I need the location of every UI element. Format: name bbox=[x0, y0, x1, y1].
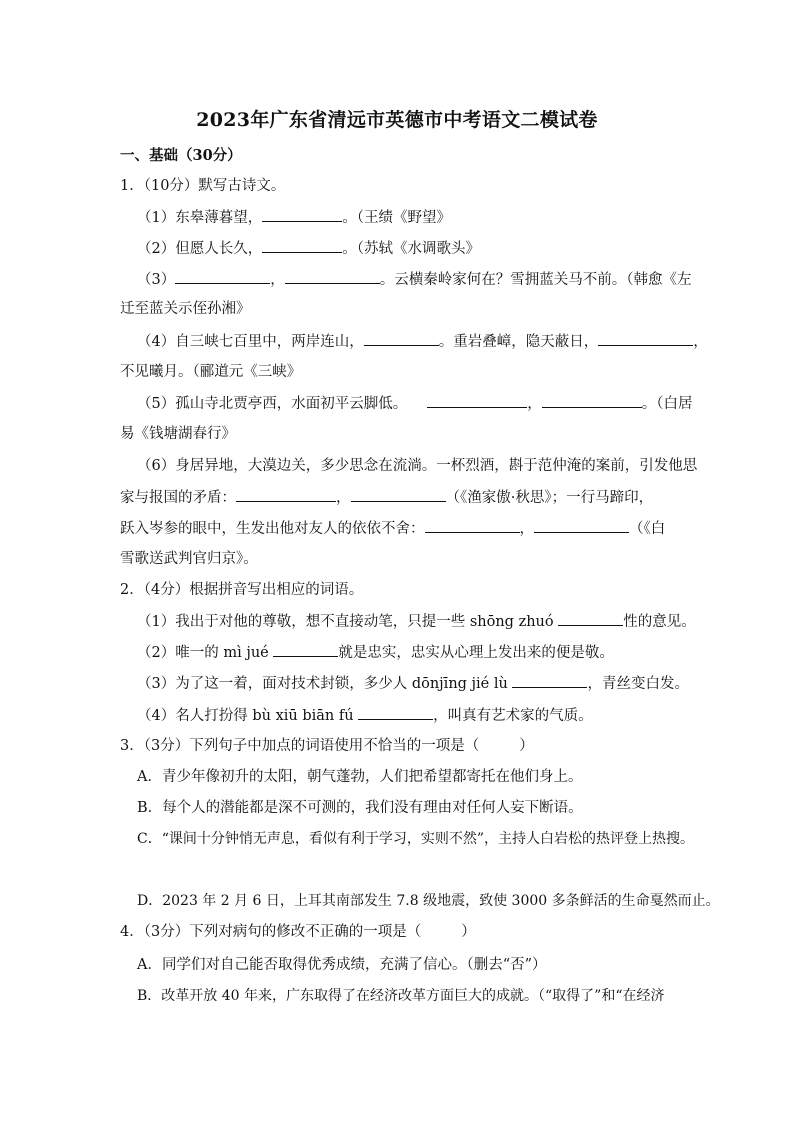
answer-blank[interactable] bbox=[427, 393, 527, 408]
q1-item-6-source-2: （《白 bbox=[629, 521, 666, 537]
q2-item-1 bbox=[137, 611, 696, 632]
q1-item-6-line2 bbox=[120, 487, 653, 508]
answer-blank[interactable] bbox=[351, 487, 446, 502]
answer-blank[interactable] bbox=[273, 642, 338, 657]
q3-stem-text: 3．（3分）下列句子中加点的词语使用不恰当的一项是（ bbox=[120, 738, 480, 754]
exam-title: 2023年广东省清远市英德市中考语文二模试卷 bbox=[196, 109, 598, 131]
q1-item-1-source: 。（王绩《野望》 bbox=[342, 210, 451, 226]
q1-item-4 bbox=[137, 331, 708, 352]
q4-stem-text: 4．（3分）下列对病句的修改不正确的一项是（ bbox=[120, 924, 422, 940]
question-3-stem bbox=[120, 736, 534, 756]
q2-item-2 bbox=[137, 642, 614, 663]
q1-item-4-text-2: 。重岩叠嶂，隐天蔽日， bbox=[438, 334, 599, 350]
answer-blank[interactable] bbox=[425, 518, 520, 533]
q2-item-4-text-2: ，叫真有艺术家的气质。 bbox=[433, 708, 593, 724]
q3-option-b: B．每个人的潜能都是深不可测的，我们没有理由对任何人妄下断语。 bbox=[137, 800, 583, 816]
comma: ， bbox=[519, 521, 534, 537]
q1-item-6-line4: 雪歌送武判官归京》。 bbox=[120, 551, 258, 567]
answer-blank[interactable] bbox=[512, 673, 587, 688]
q4-option-b: B．改革开放 40 年来，广东取得了在经济改革方面巨大的成就。（“取得了”和“在经济 bbox=[137, 988, 665, 1004]
q1-item-2-text: （2）但愿人长久， bbox=[137, 241, 263, 257]
q1-item-6-source: （《渔家傲·秋思》；一行马蹄印， bbox=[445, 490, 654, 506]
answer-blank[interactable] bbox=[542, 393, 642, 408]
q1-item-3 bbox=[137, 269, 691, 290]
q3-option-a: A．青少年像初升的太阳，朝气蓬勃，人们把希望都寄托在他们身上。 bbox=[137, 769, 583, 785]
q2-item-3-text-2: ，青丝变白发。 bbox=[587, 676, 689, 692]
question-2-stem: 2．（4分）根据拼音写出相应的词语。 bbox=[120, 582, 364, 598]
comma: ， bbox=[270, 272, 285, 288]
q2-item-2-text: （2）唯一的 mì jué bbox=[137, 645, 274, 661]
comma: ， bbox=[336, 490, 351, 506]
q4-option-a: A．同学们对自己能否取得优秀成绩，充满了信心。（删去“否”） bbox=[137, 957, 547, 973]
q2-item-4 bbox=[137, 705, 593, 726]
answer-blank[interactable] bbox=[262, 207, 342, 222]
question-1-stem: 1．（10分）默写古诗文。 bbox=[120, 178, 286, 194]
q1-item-3-label: （3） bbox=[137, 272, 176, 288]
q1-item-6: （6）身居异地，大漠边关，多少思念在流淌。一杯烈酒，斟于范仲淹的案前，引发他思 bbox=[137, 458, 698, 474]
paren-close: ） bbox=[461, 924, 476, 940]
q1-item-5-source: 。（白居 bbox=[641, 396, 693, 412]
q1-item-6-text: 家与报国的矛盾： bbox=[120, 490, 236, 506]
q1-item-5 bbox=[137, 393, 692, 414]
q1-item-6-text-2: 跃入岑参的眼中，生发出他对友人的依依不舍： bbox=[120, 521, 425, 537]
q2-item-3-text: （3）为了这一着，面对技术封锁，多少人 dōnjīng jié lù bbox=[137, 676, 513, 692]
q1-item-1-text: （1）东皋薄暮望， bbox=[137, 210, 263, 226]
q1-item-3-cont: 迁至蓝关示侄孙湘》 bbox=[120, 301, 251, 317]
answer-blank[interactable] bbox=[558, 611, 623, 626]
q1-item-1 bbox=[137, 207, 451, 228]
question-4-stem bbox=[120, 922, 476, 942]
answer-blank[interactable] bbox=[262, 238, 342, 253]
q1-item-3-text: 。云横秦岭家何在？雪拥蓝关马不前。（韩愈《左 bbox=[379, 272, 692, 288]
comma: ， bbox=[693, 334, 708, 350]
answer-blank[interactable] bbox=[285, 269, 380, 284]
q1-item-5-text: （5）孤山寺北贾亭西，水面初平云脚低。 bbox=[137, 396, 408, 412]
answer-blank[interactable] bbox=[358, 705, 433, 720]
q2-item-4-text: （4）名人打扮得 bù xiū biān fú bbox=[137, 708, 359, 724]
q2-item-2-text-2: 就是忠实，忠实从心理上发出来的便是敬。 bbox=[338, 645, 614, 661]
answer-blank[interactable] bbox=[175, 269, 270, 284]
q3-option-c: C．“课间十分钟悄无声息，看似有利于学习，实则不然”，主持人白岩松的热评登上热搜。 bbox=[137, 831, 695, 847]
paren-close: ） bbox=[519, 738, 534, 754]
q2-item-3 bbox=[137, 673, 689, 694]
q2-item-1-text-2: 性的意见。 bbox=[623, 614, 696, 630]
answer-blank[interactable] bbox=[598, 331, 693, 346]
q1-item-6-line3 bbox=[120, 518, 665, 539]
q1-item-4-text: （4）自三峡七百里中，两岸连山， bbox=[137, 334, 364, 350]
answer-blank[interactable] bbox=[236, 487, 336, 502]
q1-item-2 bbox=[137, 238, 480, 259]
answer-blank[interactable] bbox=[534, 518, 629, 533]
section-heading: 一、基础（30分） bbox=[120, 147, 242, 164]
answer-blank[interactable] bbox=[364, 331, 439, 346]
q1-item-4-cont: 不见曦月。（郦道元《三峡》 bbox=[120, 364, 302, 380]
q2-item-1-text: （1）我出于对他的尊敬，想不直接动笔，只提一些 shōng zhuó bbox=[137, 614, 559, 630]
comma: ， bbox=[527, 396, 542, 412]
q3-option-d: D．2023 年 2 月 6 日，上耳其南部发生 7.8 级地震，致使 3000 多条鲜活的生命戛然而止。 bbox=[137, 893, 720, 909]
q1-item-5-cont: 易《钱塘湖春行》 bbox=[120, 426, 236, 442]
q1-item-2-source: 。（苏轼《水调歌头》 bbox=[342, 241, 480, 257]
